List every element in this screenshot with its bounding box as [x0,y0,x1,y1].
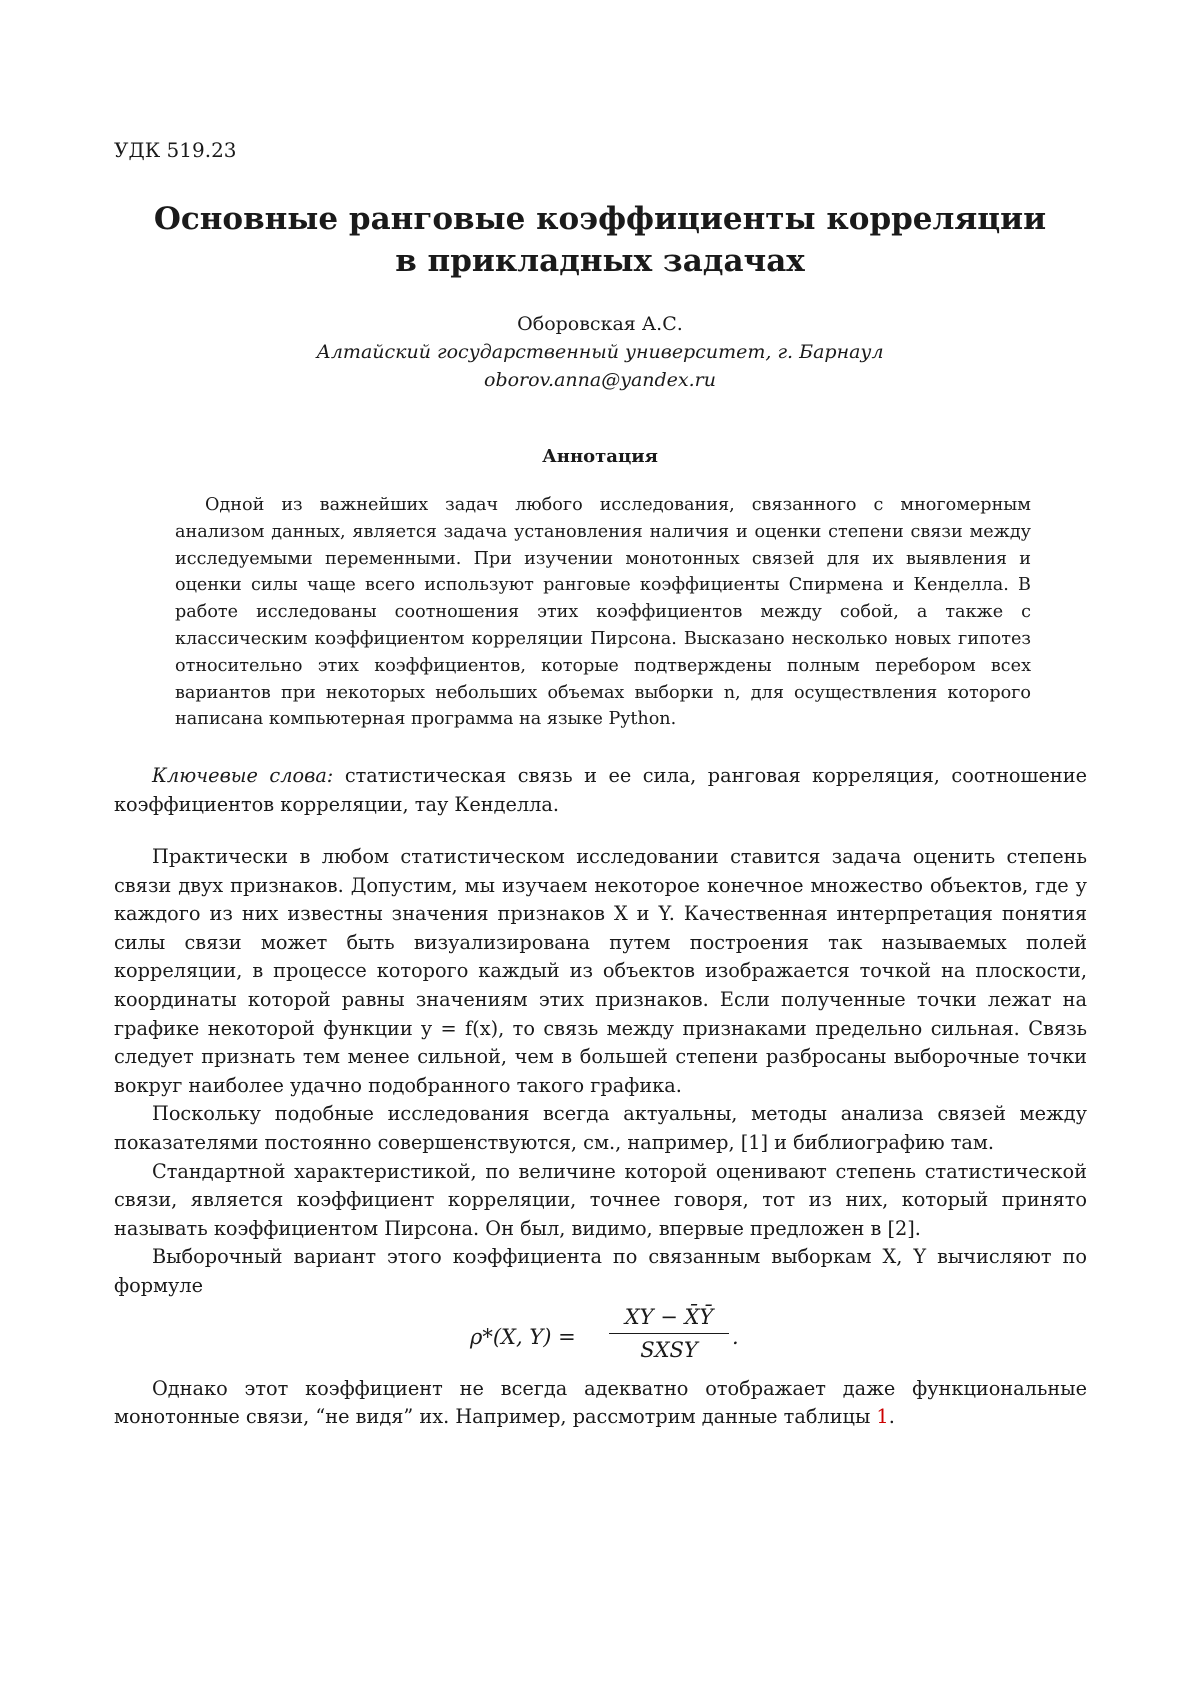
author-email: oborov.anna@yandex.ru [484,369,716,391]
abstract-heading: Аннотация [542,446,658,467]
paragraph-5-text: Однако этот коэффициент не всегда адекватно отображает даже функциональные монотонные связи, “не видя” их. Например, рассмотрим данные таблицы [114,1376,1087,1429]
formula-denominator: SXSY [640,1337,698,1362]
table-reference-link[interactable]: 1 [876,1405,889,1429]
formula-fraction [609,1303,729,1364]
body-text [114,843,1087,1432]
paper-title: Основные ранговые коэффициенты корреляции в прикладных задачах [153,201,1047,279]
keywords-text: статистическая связь и ее сила, ранговая корреляция, соотношение коэффициентов корреляции, тау Кенделла. [114,764,1087,816]
keywords-line [114,762,1087,819]
paragraph-2: Поскольку подобные исследования всегда актуальны, методы анализа связей между показателями постоянно совершенствуются, см., например, [1] и библиографию там. [114,1102,1087,1154]
formula-numerator: XY − X̄Ȳ [624,1304,714,1329]
pearson-formula [114,1303,1087,1371]
keywords-label: Ключевые слова: [152,764,334,787]
paragraph-4: Выборочный вариант этого коэффициента по связанным выборкам X, Y вычисляют по формуле [114,1245,1087,1297]
author-block [0,310,1200,394]
paragraph-5 [114,1375,1087,1432]
paragraph-5-end: . [888,1405,895,1429]
udk-code: УДК 519.23 [114,138,237,162]
paragraph-1: Практически в любом статистическом исследовании ставится задача оценить степень связи двух признаков. Допустим, мы изучаем некоторое конечное множество объектов, где у каждого из них известны значения признаков X и Y. Качественная интерпретация понятия силы связи может быть визуализирована путем построения так называемых полей корреляции, в процессе которого каждый из объектов изображается точкой на плоскости, координаты которой равны значениям этих признаков. Если полученные точки лежат на графике некоторой функции y = f(x), то связь между признаками предельно сильная. Связь следует признать тем менее сильной, чем в большей степени разбросаны выборочные точки вокруг наиболее удачно подобранного такого графика. [114,845,1087,1097]
formula-end: . [732,1324,739,1349]
paragraph-3: Стандартной характеристикой, по величине которой оценивают степень статистической связи, является коэффициент корреляции, точнее говоря, тот из них, который принято называть коэффициентом Пирсона. Он был, видимо, впервые предложен в [2]. [114,1159,1087,1240]
fraction-bar [609,1333,729,1334]
formula-lhs: ρ*(X, Y) = [470,1324,576,1349]
abstract-text: Одной из важнейших задач любого исследования, связанного с многомерным анализом данных, является задача установления наличия и оценки степени связи между исследуемыми переменными. При изучении монотонных связей для их выявления и оценки силы чаще всего используют ранговые коэффициенты Спирмена и Кенделла. В работе исследованы соотношения этих коэффициентов между собой, а также с классическим коэффициентом корреляции Пирсона. Высказано несколько новых гипотез относительно этих коэффициентов, которые подтверждены полным перебором всех вариантов при некоторых небольших объемах выборки n, для осуществления которого написана компьютерная программа на языке Python. [175,495,1031,730]
affiliation: Алтайский государственный университет, г. Барнаул [316,341,884,363]
author-name: Оборовская А.С. [517,313,683,335]
